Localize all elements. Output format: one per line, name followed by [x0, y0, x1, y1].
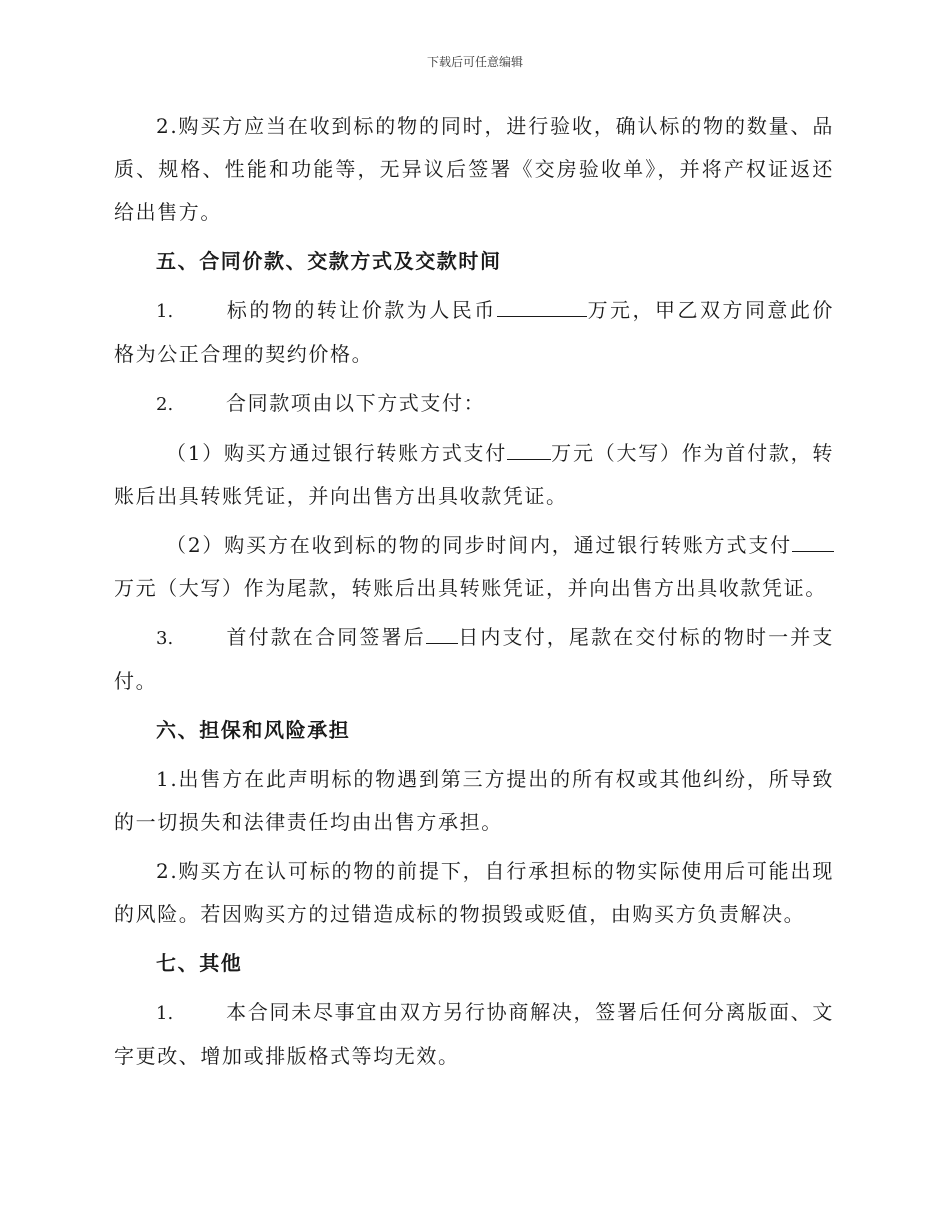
fill-blank	[426, 623, 458, 644]
clause-5-3	[114, 616, 834, 703]
section-heading-5: 五、合同价款、交款方式及交款时间	[156, 249, 502, 273]
document-body	[114, 105, 834, 1084]
clause-number: 1.	[156, 1003, 174, 1024]
paragraph-6-2: 2.购买方在认可标的物的前提下，自行承担标的物实际使用后可能出现的风险。若因购买方的过错造成标的物损毁或贬值，由购买方负责解决。	[114, 859, 834, 926]
subclause-text: （2）购买方在收到标的物的同步时间内，通过银行转账方式支付	[166, 533, 792, 557]
subclause-text: 万元（大写）作为首付款，转账后出具转账凭证，并向出售方出具收款凭证。	[114, 441, 834, 508]
paragraph-buyer-inspection: 2.购买方应当在收到标的物的同时，进行验收，确认标的物的数量、品质、规格、性能和功能等，无异议后签署《交房验收单》，并将产权证返还给出售方。	[114, 114, 834, 224]
subclause-1	[114, 432, 834, 518]
clause-number: 2.	[156, 394, 174, 415]
clause-text: 本合同未尽事宜由双方另行协商解决，签署后任何分离版面、文字更改、增加或排版格式等均无效。	[114, 1000, 834, 1068]
subclause-text: 万元（大写）作为尾款，转账后出具转账凭证，并向出售方出具收款凭证。	[114, 576, 827, 600]
paragraph-6-1: 1.出售方在此声明标的物遇到第三方提出的所有权或其他纠纷，所导致的一切损失和法律责任均由出售方承担。	[114, 767, 834, 834]
section-heading-7: 七、其他	[156, 951, 243, 975]
clause-number: 3.	[156, 628, 174, 649]
clause-5-1	[114, 289, 834, 376]
clause-7-1	[114, 991, 834, 1078]
clause-text: 标的物的转让价款为人民币	[226, 298, 497, 322]
clause-number: 1.	[156, 301, 174, 322]
fill-blank	[497, 296, 587, 317]
subclause-2	[114, 524, 834, 610]
section-heading-6: 六、担保和风险承担	[156, 718, 351, 742]
page-header: 下载后可任意编辑	[426, 55, 523, 69]
subclause-text: （1）购买方通过银行转账方式支付	[166, 441, 508, 465]
fill-blank	[507, 439, 551, 460]
clause-text: 日内支付，尾款在交付标的物时一并支付。	[114, 625, 834, 693]
clause-text: 首付款在合同签署后	[226, 625, 426, 649]
clause-text: 合同款项由以下方式支付：	[226, 391, 486, 415]
clause-text: 万元，甲乙双方同意此价格为公正合理的契约价格。	[114, 298, 834, 366]
fill-blank	[792, 531, 834, 552]
clause-5-2	[114, 382, 834, 426]
